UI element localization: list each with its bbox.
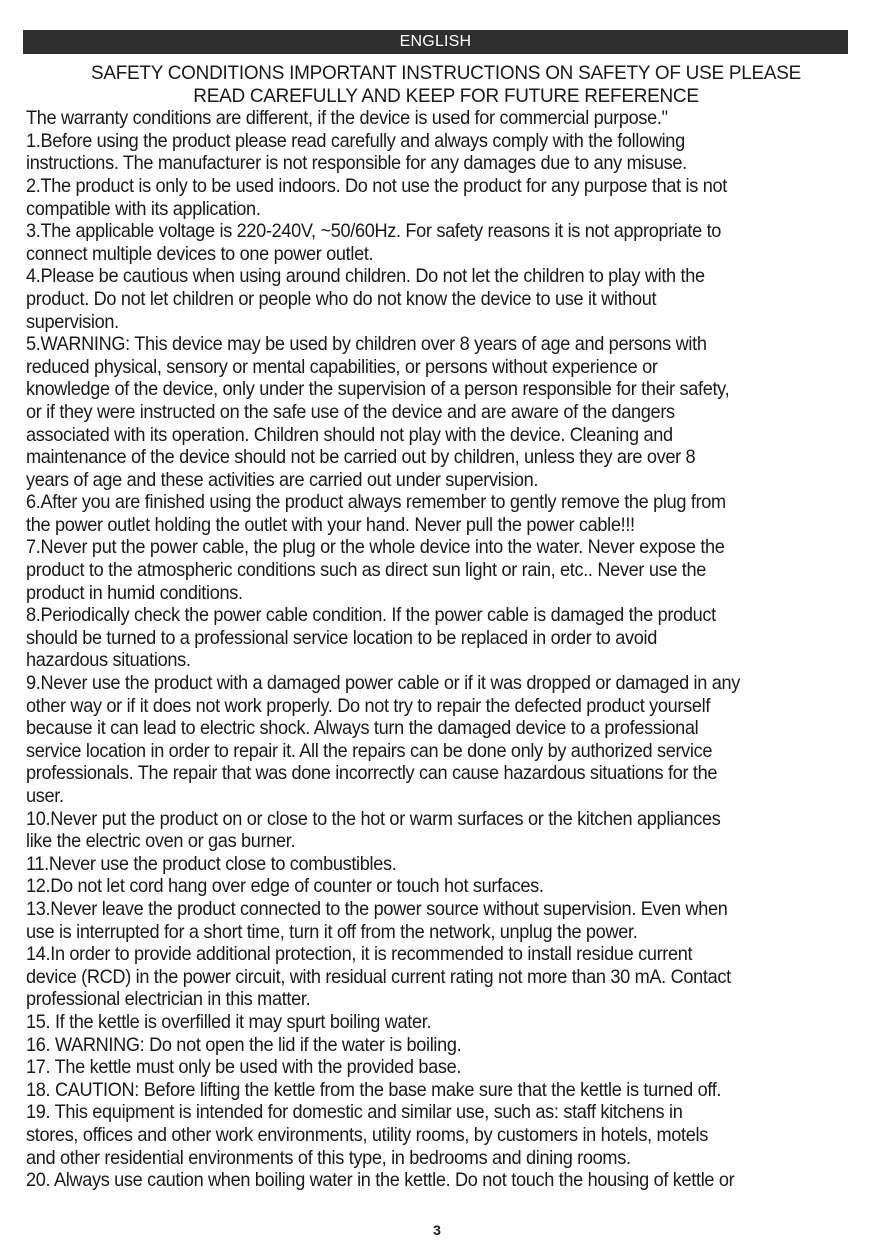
instruction-text-line: The warranty conditions are different, if the device is used for commercial purpose." — [26, 107, 668, 130]
instruction-text-line: and other residential environments of this type, in bedrooms and dining rooms. — [26, 1146, 631, 1169]
instruction-text-line: 19. This equipment is intended for domestic and similar use, such as: staff kitchens in — [26, 1101, 683, 1124]
instruction-text-line: reduced physical, sensory or mental capabilities, or persons without experience or — [26, 355, 658, 378]
instruction-text-line: the power outlet holding the outlet with your hand. Never pull the power cable!!! — [26, 513, 635, 536]
instruction-text-line: should be turned to a professional service location to be replaced in order to avoid — [26, 626, 657, 649]
instruction-text-line: professional electrician in this matter. — [26, 988, 311, 1011]
instruction-text-line: instructions. The manufacturer is not responsible for any damages due to any misuse. — [26, 152, 687, 175]
instruction-text-line: 3.The applicable voltage is 220-240V, ~50/60Hz. For safety reasons it is not appropriate to — [26, 220, 722, 243]
instruction-text-line: because it can lead to electric shock. Always turn the damaged device to a professional — [26, 717, 699, 740]
instruction-text-line: product. Do not let children or people who do not know the device to use it without — [26, 287, 657, 310]
instruction-text-line: hazardous situations. — [26, 649, 191, 672]
safety-title — [39, 62, 854, 107]
instruction-text-line: 10.Never put the product on or close to the hot or warm surfaces or the kitchen appliances — [26, 807, 721, 830]
instruction-text-line: 8.Periodically check the power cable condition. If the power cable is damaged the product — [26, 604, 716, 627]
instruction-text-line: 7.Never put the power cable, the plug or the whole device into the water. Never expose the — [26, 536, 725, 559]
instruction-text-line: 20. Always use caution when boiling water in the kettle. Do not touch the housing of kettle or — [26, 1169, 735, 1192]
instruction-text-line: 18. CAUTION: Before lifting the kettle from the base make sure that the kettle is turned off. — [26, 1078, 722, 1101]
instruction-text-line: user. — [26, 785, 64, 807]
title-line: SAFETY CONDITIONS IMPORTANT INSTRUCTIONS ON SAFETY OF USE PLEASE — [90, 62, 802, 84]
instruction-text-line: connect multiple devices to one power outlet. — [26, 242, 374, 265]
instructions-text — [26, 107, 866, 1192]
instruction-text-line: 4.Please be cautious when using around children. Do not let the children to play with the — [26, 265, 705, 288]
language-header-bar: ENGLISH — [23, 30, 848, 54]
instruction-text-line: other way or if it does not work properly. Do not try to repair the defected product yourself — [26, 694, 711, 717]
instruction-text-line: like the electric oven or gas burner. — [26, 830, 296, 853]
page-number: 3 — [433, 1222, 441, 1238]
instruction-text-line: years of age and these activities are carried out under supervision. — [26, 468, 539, 491]
instruction-text-line: maintenance of the device should not be carried out by children, unless they are over 8 — [26, 446, 696, 469]
instruction-text-line: 12.Do not let cord hang over edge of counter or touch hot surfaces. — [26, 875, 544, 898]
instruction-text-line: 16. WARNING: Do not open the lid if the water is boiling. — [26, 1033, 462, 1056]
instruction-text-line: 6.After you are finished using the product always remember to gently remove the plug from — [26, 491, 726, 514]
instruction-text-line: 1.Before using the product please read carefully and always comply with the following — [26, 129, 685, 152]
instruction-text-line: device (RCD) in the power circuit, with residual current rating not more than 30 mA. Contact — [26, 965, 731, 988]
instruction-text-line: compatible with its application. — [26, 197, 261, 220]
instruction-text-line: knowledge of the device, only under the supervision of a person responsible for their safety, — [26, 378, 730, 401]
instruction-text-line: supervision. — [26, 310, 119, 333]
instruction-text-line: 17. The kettle must only be used with the provided base. — [26, 1056, 462, 1079]
instruction-text-line: associated with its operation. Children should not play with the device. Cleaning and — [26, 423, 673, 446]
instruction-text-line: 9.Never use the product with a damaged power cable or if it was dropped or damaged in any — [26, 672, 740, 695]
instruction-text-line: service location in order to repair it. All the repairs can be done only by authorized service — [26, 739, 713, 762]
instruction-text-line: 5.WARNING: This device may be used by children over 8 years of age and persons with — [26, 333, 707, 356]
instruction-text-line: 15. If the kettle is overfilled it may spurt boiling water. — [26, 1010, 432, 1033]
instruction-text-line: or if they were instructed on the safe use of the device and are aware of the dangers — [26, 400, 675, 423]
instruction-text-line: product to the atmospheric conditions such as direct sun light or rain, etc.. Never use the — [26, 559, 707, 582]
instruction-text-line: 11.Never use the product close to combustibles. — [26, 852, 397, 875]
instruction-text-line: 2.The product is only to be used indoors. Do not use the product for any purpose that is not — [26, 174, 727, 197]
safety-instructions-content — [26, 62, 866, 1192]
instruction-text-line: professionals. The repair that was done incorrectly can cause hazardous situations for the — [26, 762, 718, 785]
instruction-text-line: 14.In order to provide additional protection, it is recommended to install residue current — [26, 943, 693, 966]
instruction-text-line: stores, offices and other work environments, utility rooms, by customers in hotels, motels — [26, 1123, 708, 1146]
instruction-text-line: use is interrupted for a short time, turn it off from the network, unplug the power. — [26, 920, 638, 943]
instruction-text-line: product in humid conditions. — [26, 581, 243, 604]
instruction-text-line: 13.Never leave the product connected to the power source without supervision. Even when — [26, 897, 728, 920]
title-line: READ CAREFULLY AND KEEP FOR FUTURE REFERENCE — [193, 84, 699, 107]
